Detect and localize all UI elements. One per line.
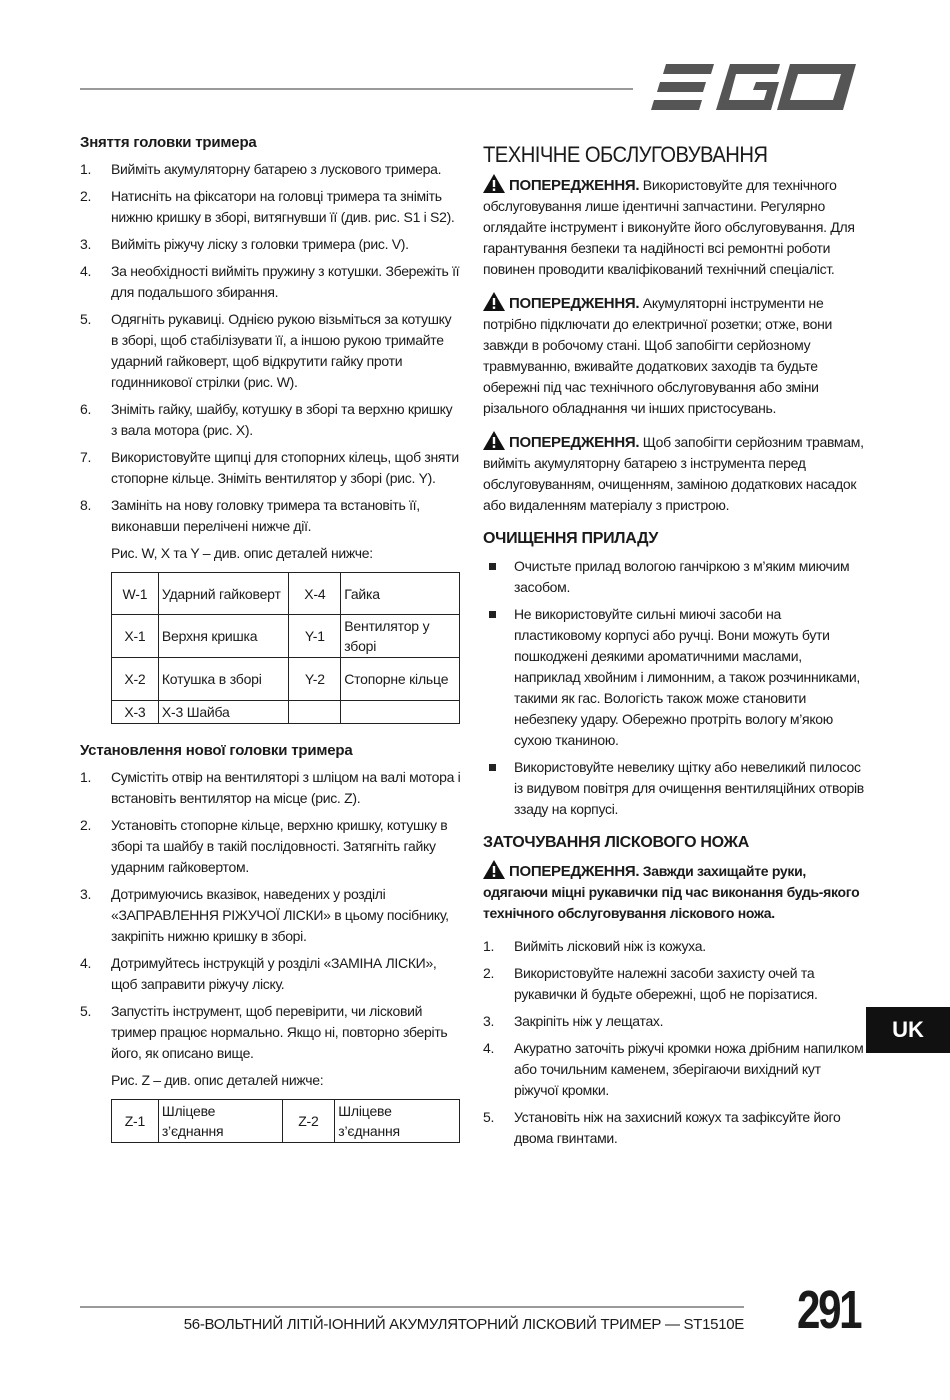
parts-table-z (111, 1099, 460, 1143)
bullet-icon (489, 563, 496, 570)
warning-icon (483, 860, 505, 879)
section-heading-removal: Зняття головки тримера (80, 134, 257, 151)
list-item: 3. Закріпіть ніж у лещатах. (483, 1013, 664, 1029)
list-item: 4. Акуратно заточіть ріжучі кромки ножа дрібним напилком або точильним каменем, зберігаючи вихідний кут ріжучої кромки. (483, 1040, 864, 1098)
bullet-icon (489, 764, 496, 771)
list-item: 4. Дотримуйтесь інструкцій у розділі «ЗАМІНА ЛІСКИ», щоб заправити ріжучу ліску. (80, 955, 437, 992)
list-item: Використовуйте невелику щітку або невеликий пилосос із видувом повітря для очищення вентиляційних отворів ззаду на корпусі. (483, 757, 865, 820)
table-row: X-2 Котушка в зборі Y-2 Стопорне кільце (112, 658, 460, 701)
list-item: 2. Установіть стопорне кільце, верхню кришку, котушку в зборі та шайбу в такій послідовності. Затягніть гайку ударним гайковертом. (80, 817, 448, 875)
warning-remove-battery: ПОПЕРЕДЖЕННЯ. Щоб запобігти серйозним травмам, вийміть акумуляторну батарею з інструмента перед обслуговуванням, очищенням, заміною додаткових насадок або видаленням матеріалу з пристрою. (483, 431, 865, 516)
section-heading-install: Установлення нової головки тримера (80, 742, 353, 759)
removal-steps (80, 159, 462, 537)
page-title: ТЕХНІЧНЕ ОБСЛУГОВУВАННЯ (483, 142, 768, 167)
table-row: X-1 Верхня кришка Y-1 Вентилятор у зборі (112, 615, 460, 658)
figure-note-z: Рис. Z – див. опис деталей нижче: (111, 1072, 324, 1088)
bullet-icon (489, 611, 496, 618)
table-row: Z-1 Шліцеве з’єднання Z-2 Шліцеве з’єднання (112, 1100, 460, 1143)
sharpening-steps (483, 936, 865, 1149)
footer-title: 56-ВОЛЬТНИЙ ЛІТІЙ-ІОННИЙ АКУМУЛЯТОРНИЙ ЛІСКОВИЙ ТРИМЕР — ST1510E (183, 1316, 744, 1333)
list-item: 6. Зніміть гайку, шайбу, котушку в зборі та верхню кришку з вала мотора (рис. X). (80, 401, 453, 438)
right-column (483, 130, 865, 1155)
list-item: 1. Сумістіть отвір на вентиляторі з шліцом на валі мотора і встановіть вентилятор на місце (рис. Z). (80, 769, 461, 806)
figure-note-wxy: Рис. W, X та Y – див. опис деталей нижче: (111, 545, 373, 561)
list-item: 1. Вийміть лісковий ніж із кожуха. (483, 938, 706, 954)
left-column (80, 130, 462, 1161)
warning-icon (483, 174, 505, 193)
list-item: 1. Вийміть акумуляторну батарею з лускового тримера. (80, 161, 442, 177)
list-item: 3. Вийміть ріжучу ліску з головки тримера (рис. V). (80, 236, 409, 252)
list-item: 4. За необхідності вийміть пружину з котушки. Збережіть її для подальшого збирання. (80, 263, 460, 300)
section-heading-sharpening: ЗАТОЧУВАННЯ ЛІСКОВОГО НОЖА (483, 834, 749, 851)
ego-logo (650, 62, 862, 114)
list-item: Не використовуйте сильні миючі засоби на пластиковому корпусі або ручці. Вони можуть бути пошкоджені деякими ароматичними маслами, наприклад хвойним і лимонним, а також розчинниками, такими як гас. Вологість також може становити небезпеку удару. Обережно протріть вологу м’якою сухою тканиною. (483, 604, 865, 751)
list-item: 5. Запустіть інструмент, щоб перевірити, чи лісковий тример працює нормально. Якщо ні, повторно зберіть його, як описано вище. (80, 1003, 448, 1061)
warning-battery-tools: ПОПЕРЕДЖЕННЯ. Акумуляторні інструменти не потрібно підключати до електричної розетки; отже, вони завжди в робочому стані. Щоб запобігти серйозному травмуванню, вживайте додаткових заходів та будьте обережні під час технічного обслуговування або зміни різального обладнання чи інших пристосувань. (483, 292, 865, 419)
footer-rule (80, 1306, 744, 1308)
list-item: 5. Одягніть рукавиці. Однією рукою візьміться за котушку в зборі, щоб стабілізувати її, а іншою рукою тримайте ударний гайковерт, щоб відкрутити гайку проти годинникової стрілки (рис. W). (80, 311, 452, 390)
warning-icon (483, 292, 505, 311)
cleaning-list (483, 556, 865, 820)
list-item: 2. Використовуйте належні засоби захисту очей та рукавички й будьте обережні, щоб не порізатися. (483, 965, 818, 1002)
list-item: 8. Замініть на нову головку тримера та встановіть її, виконавши перелічені нижче дії. (80, 497, 420, 534)
language-tab: UK (866, 1007, 950, 1053)
table-row: X-3 X-3 Шайба (112, 701, 460, 724)
list-item: 2. Натисніть на фіксатори на головці тримера та зніміть нижню кришку в зборі, витягнувши її (див. рис. S1 і S2). (80, 188, 455, 225)
warning-gloves: ПОПЕРЕДЖЕННЯ. Завжди захищайте руки, одягаючи міцні рукавички під час виконання будь-якого технічного обслуговування ліскового ножа. (483, 860, 865, 924)
table-row: W-1 Ударний гайковерт X-4 Гайка (112, 573, 460, 615)
header-rule (80, 88, 633, 90)
parts-table-wxy (111, 572, 460, 724)
warning-icon (483, 431, 505, 450)
section-heading-cleaning: ОЧИЩЕННЯ ПРИЛАДУ (483, 530, 659, 547)
page-number: 291 (797, 1280, 861, 1340)
list-item: 3. Дотримуючись вказівок, наведених у розділі «ЗАПРАВЛЕННЯ РІЖУЧОЇ ЛІСКИ» в цьому посібнику, закріпіть нижню кришку в зборі. (80, 886, 449, 944)
list-item: 7. Використовуйте щипці для стопорних кілець, щоб зняти стопорне кільце. Зніміть вентилятор у зборі (рис. Y). (80, 449, 459, 486)
list-item: Очистьте прилад вологою ганчіркою з м’яким миючим засобом. (483, 556, 865, 598)
install-steps (80, 767, 462, 1064)
warning-parts: ПОПЕРЕДЖЕННЯ. Використовуйте для технічного обслуговування лише ідентичні запчастини. Регулярно оглядайте інструмент і виконуйте його обслуговування. Для гарантування безпеки та надійності всі ремонтні роботи повинен проводити кваліфікований технічний спеціаліст. (483, 174, 865, 280)
list-item: 5. Установіть ніж на захисний кожух та зафіксуйте його двома гвинтами. (483, 1109, 841, 1146)
